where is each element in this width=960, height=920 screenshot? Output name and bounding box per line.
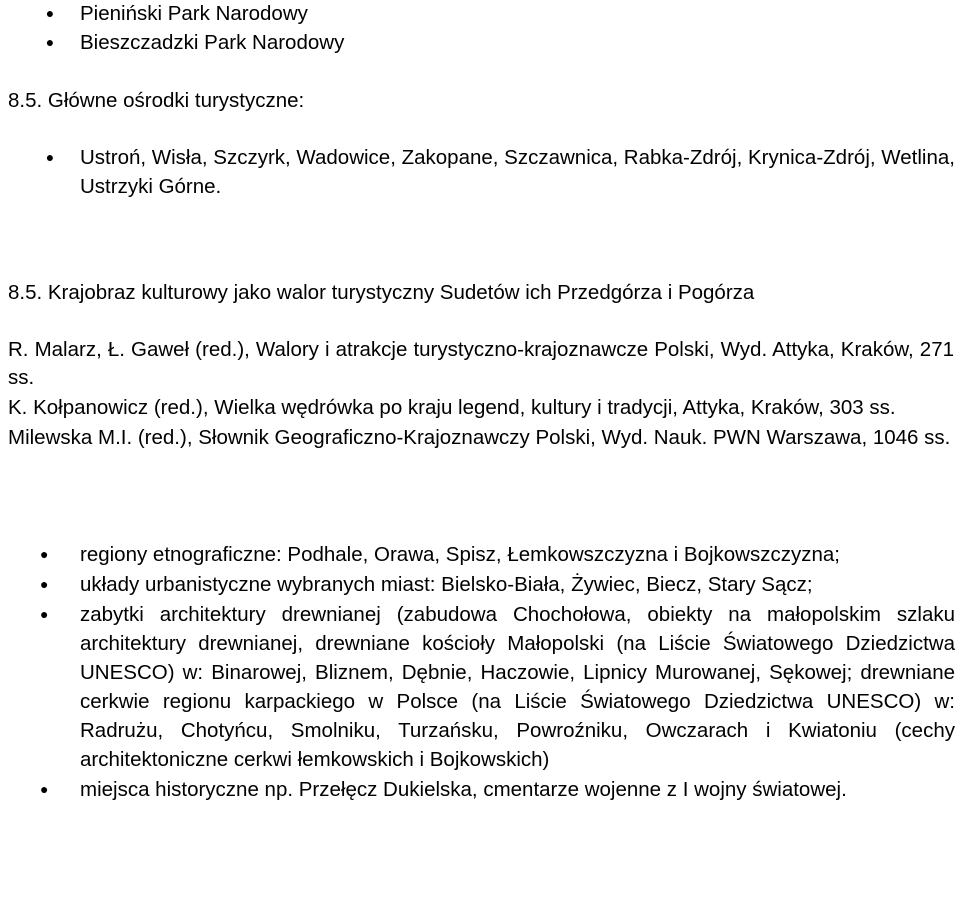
list-item-text: Bieszczadzki Park Narodowy: [80, 31, 345, 54]
list-item: [40, 775, 955, 804]
section-heading: [8, 278, 754, 307]
list-item-text: zabytki architektury drewnianej (zabudowa Chochołowa, obiekty na małopolskim szlaku architektury drewnianej, drewniane kościoły Małopolski (na Liście Światowego Dziedzictwa UNESCO) w: Binarowej, Bliznem, Dębnie, Haczowie, Lipnicy Murowanej, Sękowej; drewniane cerkwie regionu karpackiego w Polsce (na Liście Światowego Dziedzictwa UNESCO) w: Radrużu, Chotyńcu, Smolniku, Turzańsku, Powroźniku, Owczarach i Kwiatoniu (cechy architektoniczne cerkwi łemkowskich i Bojkowskich): [80, 603, 955, 771]
list-item: [40, 540, 955, 569]
list-item: [45, 28, 940, 57]
list-item: [40, 600, 955, 774]
list-item: [45, 143, 955, 201]
section-heading-text: 8.5. Krajobraz kulturowy jako walor turystyczny Sudetów ich Przedgórza i Pogórza: [8, 281, 755, 304]
list-item: [45, 0, 940, 28]
reference-item: K. Kołpanowicz (red.), Wielka wędrówka po kraju legend, kultury i tradycji, Attyka, Kraków, 303 ss.: [8, 396, 896, 419]
section-heading-text: 8.5. Główne ośrodki turystyczne:: [8, 89, 305, 112]
centers-list: [45, 143, 955, 201]
bullet-icon: ●: [45, 149, 55, 165]
bullet-icon: ●: [40, 546, 49, 562]
reference-item: R. Malarz, Ł. Gaweł (red.), Walory i atrakcje turystyczno-krajoznawcze Polski, Wyd. Attyka, Kraków, 271 ss.: [8, 338, 954, 389]
bullet-icon: ●: [45, 5, 55, 21]
landscape-list: [40, 540, 955, 804]
reference-item: Milewska M.I. (red.), Słownik Geograficzno-Krajoznawczy Polski, Wyd. Nauk. PWN Warszawa, 1046 ss.: [8, 426, 951, 449]
bullet-icon: ●: [40, 576, 49, 592]
bullet-icon: ●: [40, 781, 49, 797]
references: [8, 336, 954, 452]
list-item: [40, 570, 955, 599]
list-item-text: układy urbanistyczne wybranych miast: Bielsko-Biała, Żywiec, Biecz, Stary Sącz;: [80, 573, 813, 596]
bullet-icon: ●: [45, 34, 55, 50]
bullet-icon: ●: [40, 606, 49, 622]
list-item-text: Ustroń, Wisła, Szczyrk, Wadowice, Zakopane, Szczawnica, Rabka-Zdrój, Krynica-Zdrój, Wetlina, Ustrzyki Górne.: [80, 146, 955, 198]
list-item-text: miejsca historyczne np. Przełęcz Dukielska, cmentarze wojenne z I wojny światowej.: [80, 778, 847, 801]
section-heading: [8, 86, 304, 115]
list-item-text: Pieniński Park Narodowy: [80, 2, 308, 25]
parks-list: [45, 0, 940, 57]
list-item-text: regiony etnograficzne: Podhale, Orawa, Spisz, Łemkowszczyzna i Bojkowszczyzna;: [80, 543, 840, 566]
